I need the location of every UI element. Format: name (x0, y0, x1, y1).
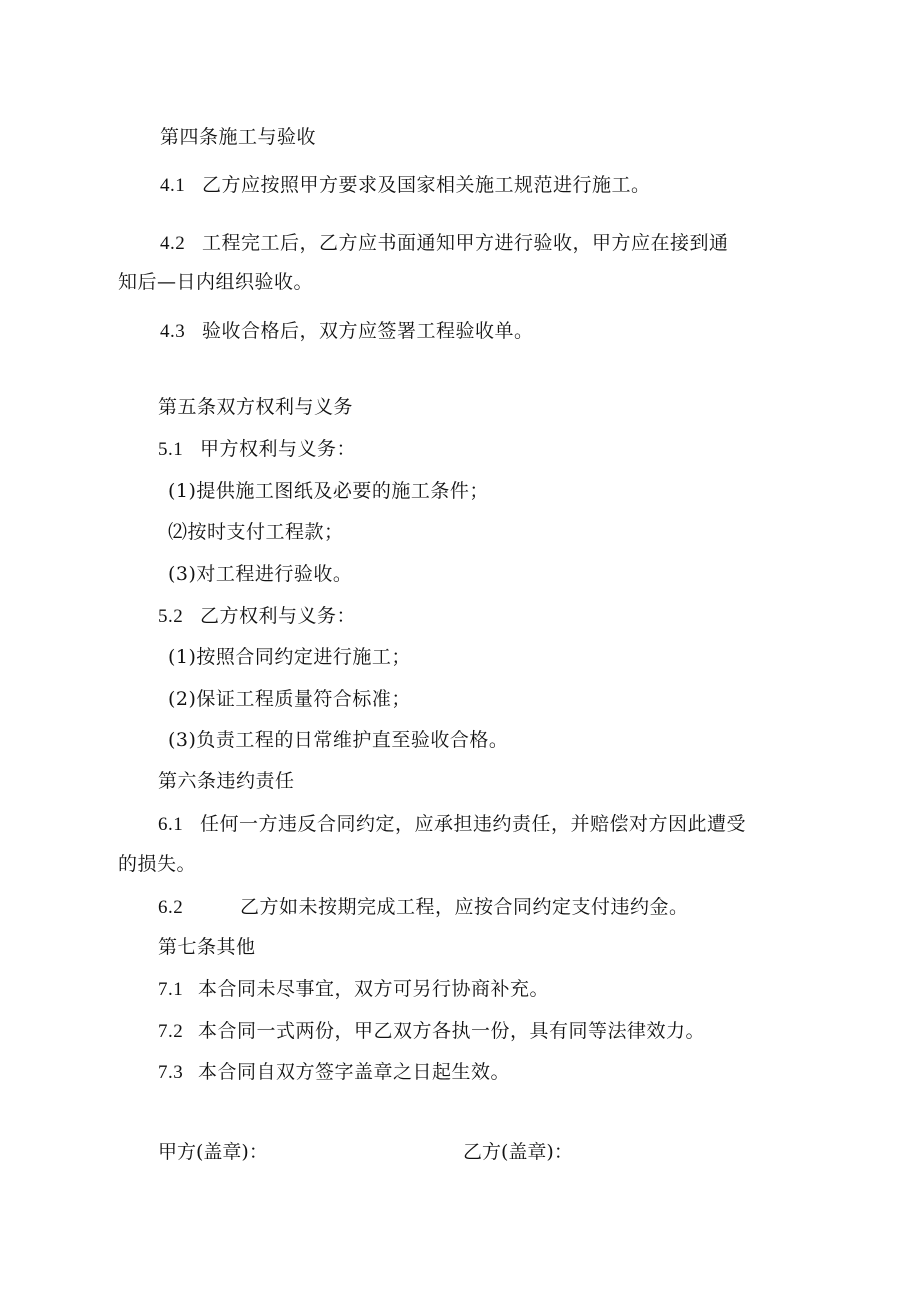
clause-number: 6.2 (158, 897, 184, 918)
clause-7-3 (158, 1063, 510, 1082)
clause-text: 乙方权利与义务： (200, 605, 357, 627)
clause-text: 本合同一式两份，甲乙双方各执一份，具有同等法律效力。 (198, 1020, 706, 1042)
clause-text: 本合同未尽事宜，双方可另行协商补充。 (198, 978, 550, 1000)
clause-number: 7.3 (158, 1062, 184, 1083)
clause-6-1-continuation: 的损失。 (118, 853, 197, 875)
clause-5-1 (158, 440, 356, 459)
clause-6-2 (158, 898, 689, 917)
clause-text: 本合同自双方签字盖章之日起生效。 (198, 1061, 511, 1083)
clause-4-2-continuation: 知后—日内组织验收。 (118, 271, 314, 293)
clause-text: 验收合格后，双方应签署工程验收单。 (202, 320, 534, 342)
clause-text: 乙方如未按期完成工程，应按合同约定支付违约金。 (240, 896, 689, 918)
clause-6-1 (158, 815, 746, 834)
clause-4-1 (160, 176, 651, 195)
party-a-duty-2: ⑵按时支付工程款； (168, 521, 344, 543)
clause-number: 5.1 (158, 439, 184, 460)
clause-4-2 (160, 234, 729, 253)
clause-number: 7.1 (158, 979, 184, 1000)
clause-7-1 (158, 980, 549, 999)
clause-number: 5.2 (158, 606, 184, 627)
party-a-duty-3: (3)对工程进行验收。 (168, 563, 353, 585)
clause-number: 7.2 (158, 1021, 184, 1042)
clause-number: 4.3 (160, 321, 186, 342)
clause-text: 任何一方违反合同约定，应承担违约责任，并赔偿对方因此遭受 (200, 813, 747, 835)
clause-7-2 (158, 1022, 705, 1041)
clause-5-2 (158, 607, 356, 626)
party-b-duty-1: (1)按照合同约定进行施工； (168, 646, 411, 668)
party-a-signature-label: 甲方(盖章)： (158, 1141, 268, 1163)
clause-text: 乙方应按照甲方要求及国家相关施工规范进行施工。 (202, 174, 651, 196)
section-6-heading: 第六条违约责任 (158, 770, 295, 792)
party-b-signature-label: 乙方(盖章)： (463, 1141, 573, 1163)
party-b-duty-2: (2)保证工程质量符合标准； (168, 688, 411, 710)
clause-number: 4.1 (160, 175, 186, 196)
clause-number: 4.2 (160, 233, 186, 254)
section-7-heading: 第七条其他 (158, 936, 256, 958)
clause-number: 6.1 (158, 814, 184, 835)
clause-text: 工程完工后，乙方应书面通知甲方进行验收，甲方应在接到通 (202, 232, 729, 254)
clause-text: 甲方权利与义务： (200, 438, 357, 460)
party-b-duty-3: (3)负责工程的日常维护直至验收合格。 (168, 729, 509, 751)
section-5-heading: 第五条双方权利与义务 (158, 396, 354, 418)
section-4-heading: 第四条施工与验收 (160, 126, 317, 148)
party-a-duty-1: (1)提供施工图纸及必要的施工条件； (168, 480, 489, 502)
clause-4-3 (160, 322, 534, 341)
